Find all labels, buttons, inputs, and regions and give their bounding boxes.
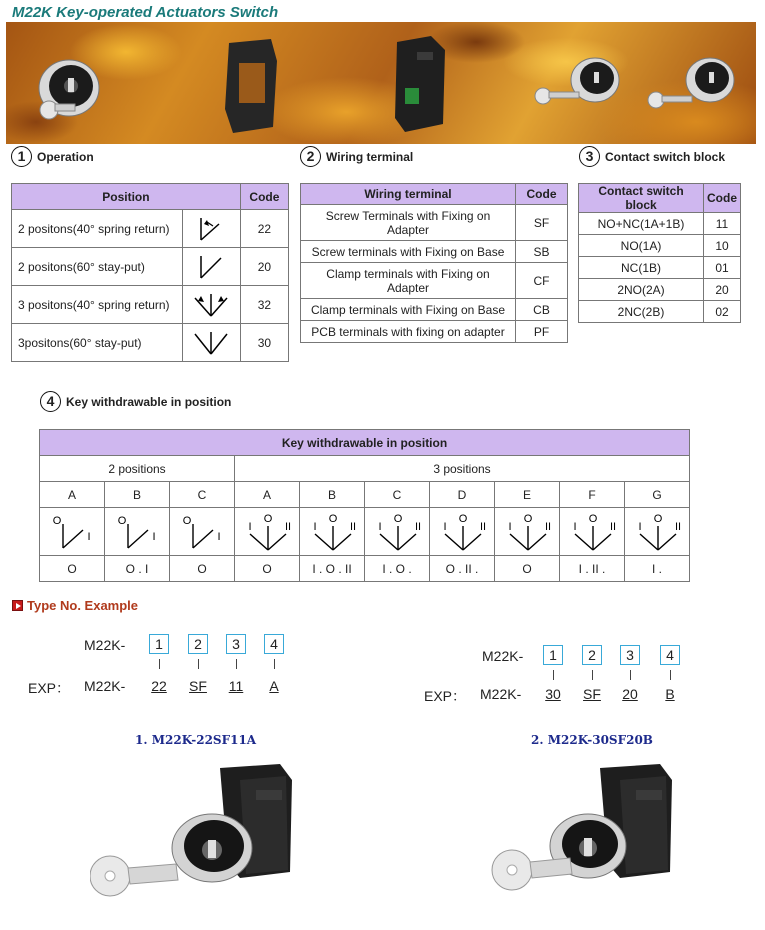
code-slot: 1 xyxy=(543,645,563,665)
svg-text:II: II xyxy=(674,520,682,533)
type-example-heading xyxy=(12,598,138,613)
wiring-code: PF xyxy=(516,321,568,343)
contact-block-image xyxy=(395,36,445,132)
table-row xyxy=(301,299,568,321)
position-letter: B xyxy=(300,482,365,508)
contact-table xyxy=(578,183,741,323)
contact-label: NO(1A) xyxy=(579,235,704,257)
section-wiring-heading xyxy=(300,146,413,167)
three-pos-stay-symbol xyxy=(182,324,240,362)
table-row xyxy=(12,210,289,248)
wiring-label: Screw Terminals with Fixing on Adapter xyxy=(301,205,516,241)
table-header: Code xyxy=(704,184,741,213)
model-prefix: M22K- xyxy=(84,637,126,653)
key-position-symbol xyxy=(365,508,430,556)
example-code: B xyxy=(665,686,675,702)
svg-text:I: I xyxy=(638,520,642,533)
play-marker-icon xyxy=(12,600,23,611)
product-banner xyxy=(6,22,756,144)
connector-line xyxy=(236,659,237,669)
section-key-heading xyxy=(40,391,231,412)
three-pos-spring-symbol xyxy=(182,286,240,324)
key-position-symbol xyxy=(300,508,365,556)
contact-label: NC(1B) xyxy=(579,257,704,279)
key-position-symbol xyxy=(40,508,105,556)
section-number: 2 xyxy=(300,146,321,167)
table-header: Code xyxy=(516,184,568,205)
section-operation-heading xyxy=(11,146,94,167)
svg-text:I: I xyxy=(573,520,577,533)
connector-line xyxy=(670,670,671,680)
table-row xyxy=(579,213,741,235)
section-label: Contact switch block xyxy=(605,149,726,164)
product-image-1 xyxy=(90,760,300,920)
key-position-symbol xyxy=(235,508,300,556)
svg-text:O: O xyxy=(653,512,663,525)
example-caption: 1. M22K-22SF11A xyxy=(135,733,257,747)
position-letter: B xyxy=(105,482,170,508)
wiring-label: Screw terminals with Fixing on Base xyxy=(301,241,516,263)
code-slot: 1 xyxy=(149,634,169,654)
key-switch-small-image xyxy=(535,58,619,104)
operation-label: 3 positons(40° spring return) xyxy=(12,286,183,324)
contact-code: 10 xyxy=(704,235,741,257)
contact-code: 20 xyxy=(704,279,741,301)
table-title: Key withdrawable in position xyxy=(40,430,690,456)
position-letter: E xyxy=(495,482,560,508)
svg-text:O: O xyxy=(523,512,533,525)
operation-label: 2 positons(60° stay-put) xyxy=(12,248,183,286)
symbol-row xyxy=(40,508,690,556)
table-row xyxy=(301,263,568,299)
table-row xyxy=(301,205,568,241)
withdraw-value: O xyxy=(495,556,560,582)
table-header: Contact switch block xyxy=(579,184,704,213)
wiring-code: CF xyxy=(516,263,568,299)
example-code: A xyxy=(269,678,279,694)
connector-line xyxy=(198,659,199,669)
withdraw-value: O xyxy=(170,556,235,582)
group-two-positions: 2 positions xyxy=(40,456,235,482)
table-row xyxy=(12,324,289,362)
contact-code: 11 xyxy=(704,213,741,235)
svg-text:II: II xyxy=(284,520,292,533)
contact-label: NO+NC(1A+1B) xyxy=(579,213,704,235)
svg-text:II: II xyxy=(544,520,552,533)
contact-code: 02 xyxy=(704,301,741,323)
example-caption: 2. M22K-30SF20B xyxy=(531,733,653,747)
connector-line xyxy=(553,670,554,680)
wiring-label: PCB terminals with fixing on adapter xyxy=(301,321,516,343)
key-position-symbol xyxy=(625,508,690,556)
section-label: Wiring terminal xyxy=(326,149,414,164)
table-row xyxy=(301,241,568,263)
example-code: SF xyxy=(583,686,601,702)
two-pos-stay-symbol xyxy=(182,248,240,286)
position-letter: C xyxy=(365,482,430,508)
model-prefix: M22K- xyxy=(482,648,524,664)
svg-text:I: I xyxy=(87,530,91,543)
operation-label: 2 positons(40° spring return) xyxy=(12,210,183,248)
type-example-label: Type No. Example xyxy=(27,598,139,613)
table-row xyxy=(579,279,741,301)
key-switch-image xyxy=(39,60,99,119)
connector-line xyxy=(630,670,631,680)
example-code: SF xyxy=(189,678,207,694)
table-header: Position xyxy=(12,184,241,210)
table-header: Wiring terminal xyxy=(301,184,516,205)
svg-text:I: I xyxy=(508,520,512,533)
table-row xyxy=(12,286,289,324)
section-number: 1 xyxy=(11,146,32,167)
adapter-image xyxy=(225,39,277,133)
model-prefix: M22K- xyxy=(480,686,522,702)
svg-text:O: O xyxy=(588,512,598,525)
svg-text:I: I xyxy=(313,520,317,533)
wiring-code: SB xyxy=(516,241,568,263)
code-slot: 2 xyxy=(188,634,208,654)
withdraw-value: I . O . xyxy=(365,556,430,582)
svg-text:O: O xyxy=(182,514,192,527)
position-letter: C xyxy=(170,482,235,508)
example-code: 20 xyxy=(622,686,638,702)
operation-label: 3positons(60° stay-put) xyxy=(12,324,183,362)
withdraw-value: I . O . II xyxy=(300,556,365,582)
svg-text:O: O xyxy=(52,514,62,527)
code-slot: 4 xyxy=(264,634,284,654)
svg-text:O: O xyxy=(458,512,468,525)
exp-label: EXP： xyxy=(28,680,71,696)
operation-code: 30 xyxy=(240,324,288,362)
operation-code: 32 xyxy=(240,286,288,324)
two-pos-spring-symbol xyxy=(182,210,240,248)
code-slot: 3 xyxy=(620,645,640,665)
operation-code: 22 xyxy=(240,210,288,248)
withdraw-value: I . II . xyxy=(560,556,625,582)
section-contact-heading xyxy=(579,146,725,167)
operation-code: 20 xyxy=(240,248,288,286)
page-title: M22K Key-operated Actuators Switch xyxy=(12,4,279,21)
key-position-symbol xyxy=(105,508,170,556)
product-image-2 xyxy=(490,760,700,920)
withdraw-value: O . II . xyxy=(430,556,495,582)
withdraw-value: O . I xyxy=(105,556,170,582)
section-number: 4 xyxy=(40,391,61,412)
operation-table xyxy=(11,183,289,362)
position-letter: D xyxy=(430,482,495,508)
code-slot: 2 xyxy=(582,645,602,665)
svg-text:I: I xyxy=(248,520,252,533)
svg-text:O: O xyxy=(393,512,403,525)
svg-text:O: O xyxy=(117,514,127,527)
position-letter: F xyxy=(560,482,625,508)
withdraw-value: I . xyxy=(625,556,690,582)
wiring-table xyxy=(300,183,568,343)
contact-label: 2NO(2A) xyxy=(579,279,704,301)
key-position-symbol xyxy=(170,508,235,556)
svg-text:I: I xyxy=(152,530,156,543)
connector-line xyxy=(159,659,160,669)
wiring-label: Clamp terminals with Fixing on Base xyxy=(301,299,516,321)
key-switch-small-image xyxy=(648,58,734,108)
exp-label: EXP： xyxy=(424,688,467,704)
table-row xyxy=(12,248,289,286)
key-position-symbol xyxy=(560,508,625,556)
table-row xyxy=(579,257,741,279)
connector-line xyxy=(274,659,275,669)
section-number: 3 xyxy=(579,146,600,167)
key-position-symbol xyxy=(495,508,560,556)
svg-text:II: II xyxy=(479,520,487,533)
svg-text:II: II xyxy=(414,520,422,533)
svg-text:II: II xyxy=(609,520,617,533)
model-prefix: M22K- xyxy=(84,678,126,694)
section-label: Operation xyxy=(37,149,94,164)
withdraw-value: O xyxy=(40,556,105,582)
section-label: Key withdrawable in position xyxy=(66,394,232,409)
withdraw-value: O xyxy=(235,556,300,582)
svg-text:I: I xyxy=(443,520,447,533)
connector-line xyxy=(592,670,593,680)
svg-text:II: II xyxy=(349,520,357,533)
contact-label: 2NC(2B) xyxy=(579,301,704,323)
svg-text:I: I xyxy=(378,520,382,533)
contact-code: 01 xyxy=(704,257,741,279)
position-letter: A xyxy=(40,482,105,508)
key-withdrawable-table xyxy=(39,429,690,582)
svg-text:O: O xyxy=(328,512,338,525)
example-code: 22 xyxy=(151,678,167,694)
svg-text:O: O xyxy=(263,512,273,525)
letter-row xyxy=(40,482,690,508)
group-three-positions: 3 positions xyxy=(235,456,690,482)
svg-text:I: I xyxy=(217,530,221,543)
table-row xyxy=(301,321,568,343)
wiring-code: SF xyxy=(516,205,568,241)
value-row xyxy=(40,556,690,582)
table-row xyxy=(579,301,741,323)
key-position-symbol xyxy=(430,508,495,556)
code-slot: 4 xyxy=(660,645,680,665)
table-row xyxy=(579,235,741,257)
wiring-label: Clamp terminals with Fixing on Adapter xyxy=(301,263,516,299)
wiring-code: CB xyxy=(516,299,568,321)
position-letter: A xyxy=(235,482,300,508)
code-slot: 3 xyxy=(226,634,246,654)
example-code: 30 xyxy=(545,686,561,702)
position-letter: G xyxy=(625,482,690,508)
table-header: Code xyxy=(240,184,288,210)
example-code: 11 xyxy=(228,678,244,694)
